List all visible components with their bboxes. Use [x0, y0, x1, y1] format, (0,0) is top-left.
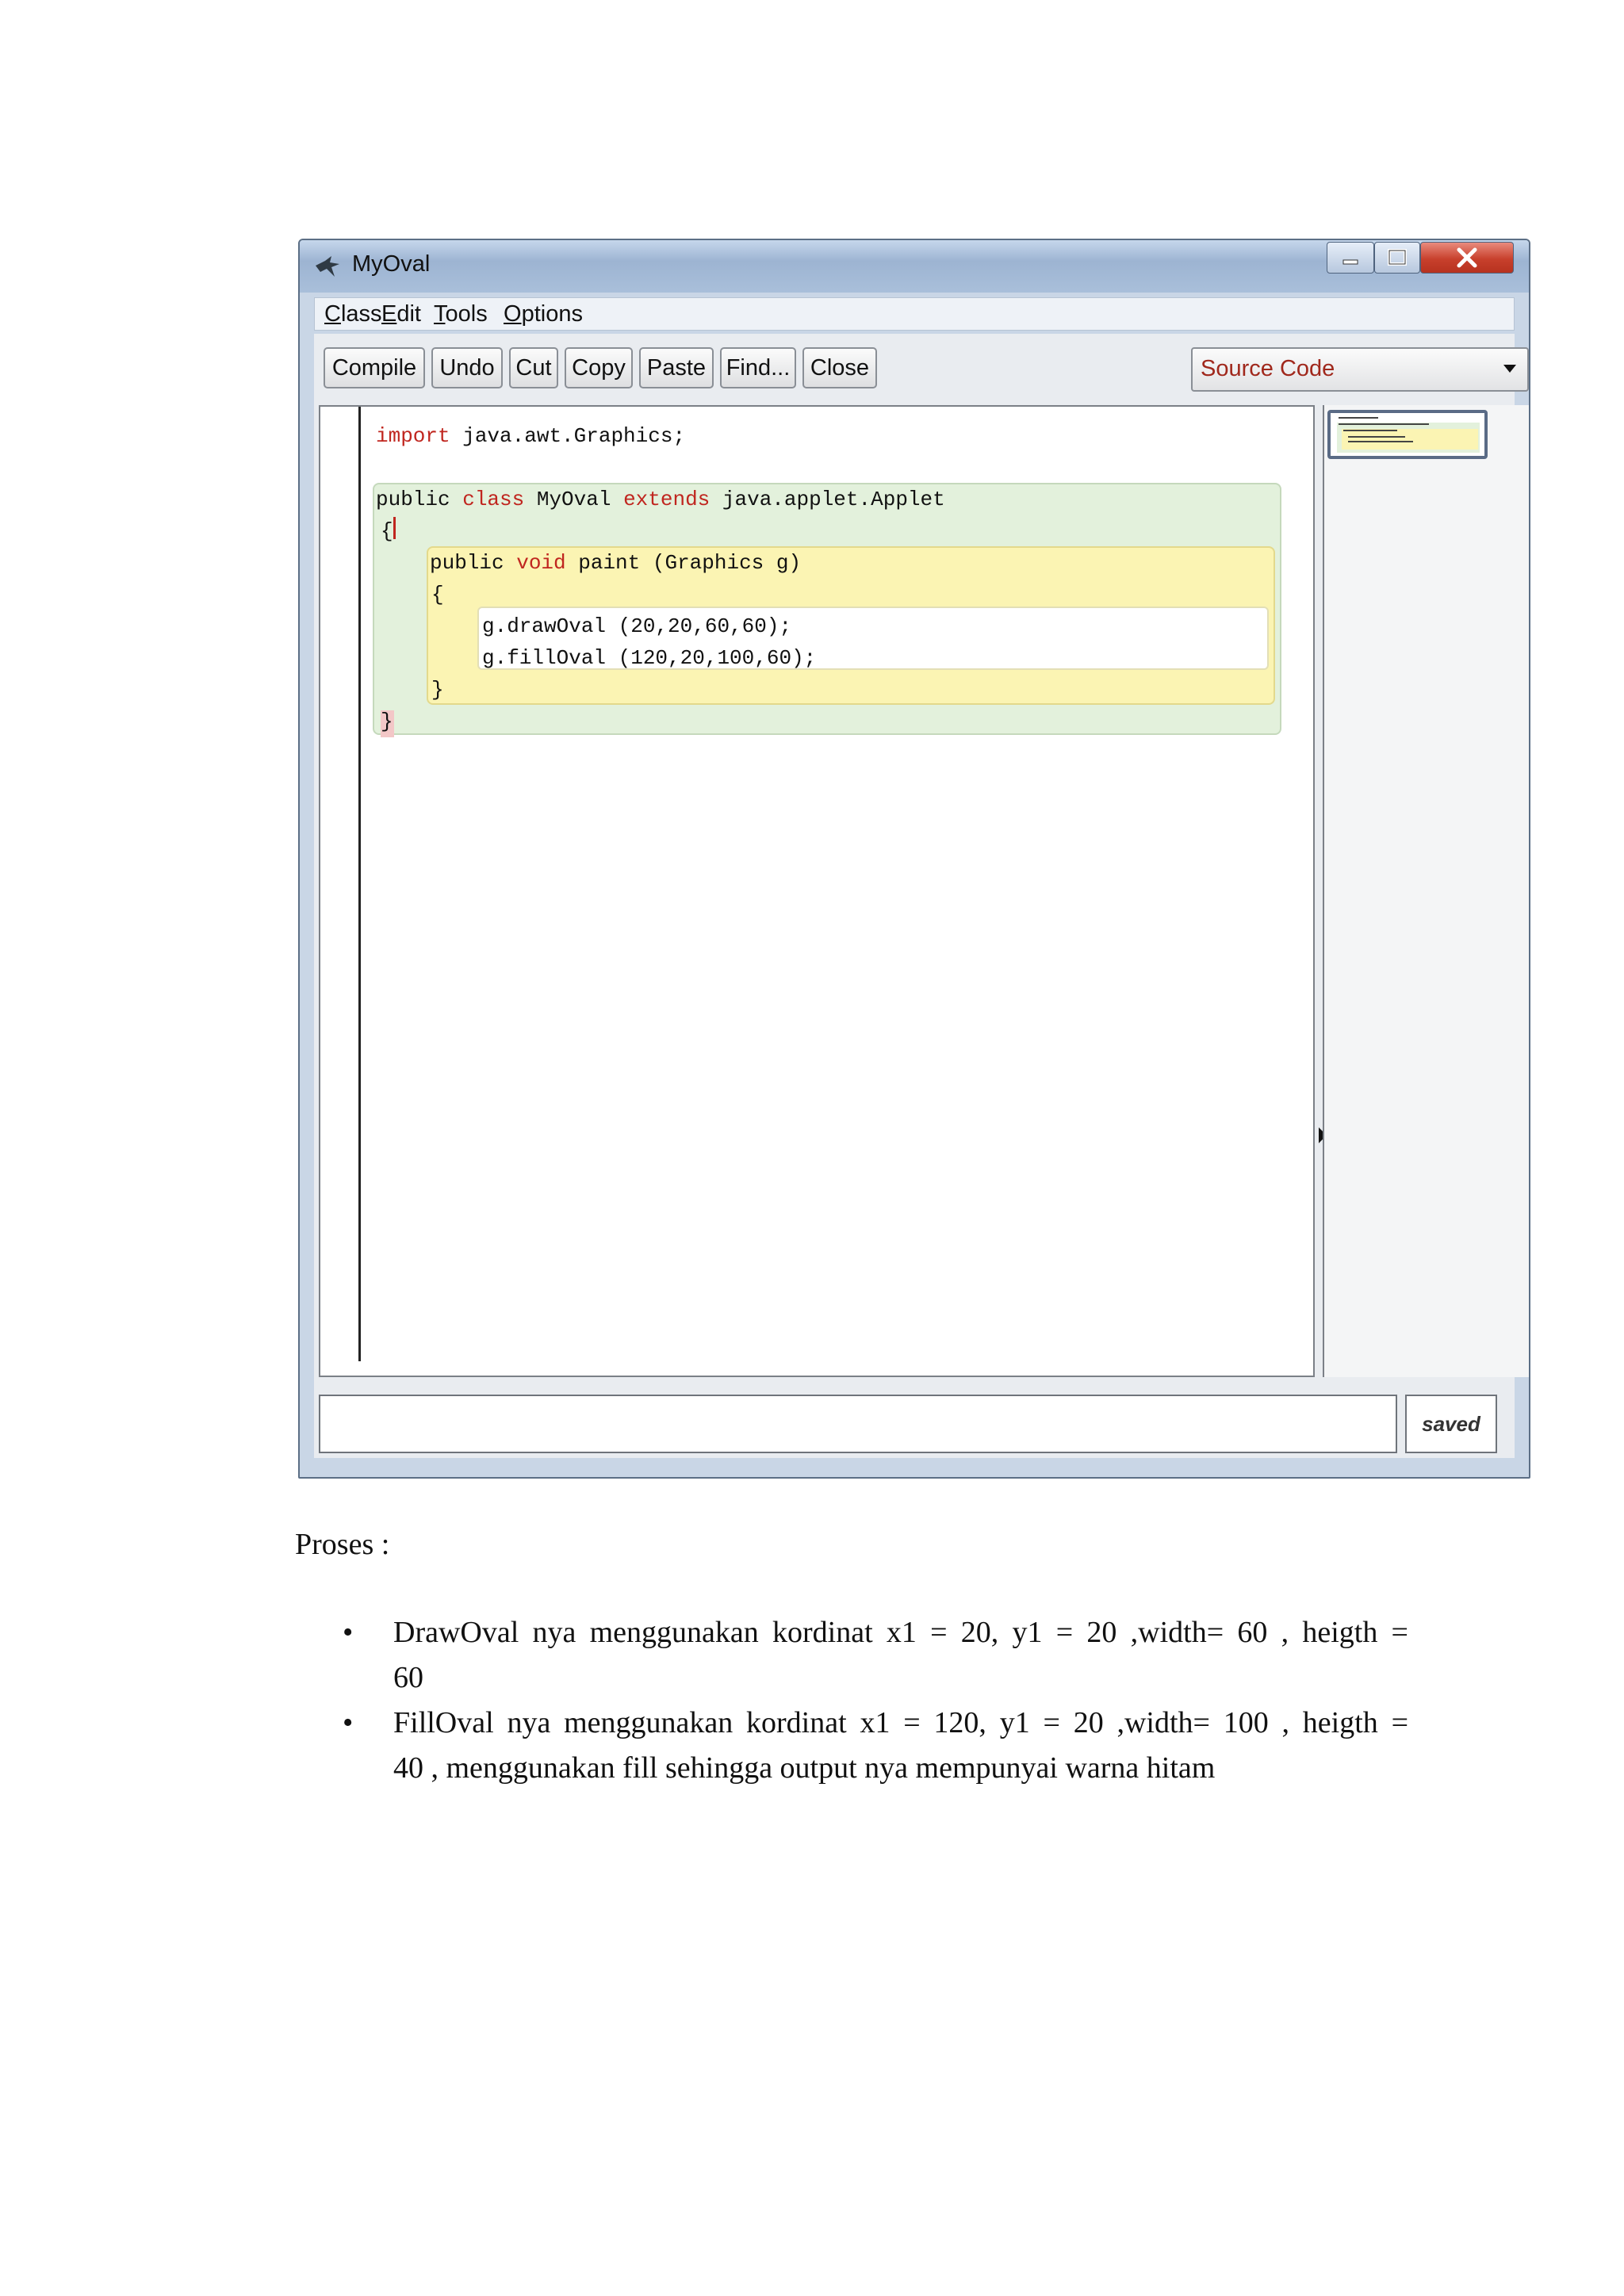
bullet-2-line-2: 40 , menggunakan fill sehingga output nya mempunyai warna hitam — [393, 1751, 1216, 1785]
minimize-button[interactable] — [1327, 242, 1374, 274]
bullet-1-line-2: 60 — [393, 1661, 423, 1694]
menu-class[interactable]: Class — [324, 301, 382, 327]
code-line-class-close: } — [381, 710, 393, 733]
navigation-panel[interactable] — [1323, 405, 1530, 1377]
editor-body — [314, 334, 1515, 1458]
bullet-2-line-1: FillOval nya menggunakan kordinat x1 = 120, y1 = 20 ,width= 100 , heigth = — [393, 1706, 1408, 1739]
bullet-1-line-1: DrawOval nya menggunakan kordinat x1 = 20, y1 = 20 ,width= 60 , heigth = — [393, 1616, 1408, 1649]
undo-button[interactable]: Undo — [431, 347, 503, 388]
window-title: MyOval — [352, 251, 431, 277]
code-line-method: public void paint (Graphics g) — [430, 551, 802, 575]
maximize-button[interactable] — [1374, 242, 1420, 274]
menu-options[interactable]: Options — [504, 301, 583, 327]
close-window-button[interactable] — [1420, 242, 1514, 274]
code-line-method-close: } — [431, 678, 444, 702]
paste-button[interactable]: Paste — [639, 347, 714, 388]
bullet-marker: • — [343, 1706, 354, 1739]
editor-window — [298, 239, 1530, 1479]
code-line-class: public class MyOval extends java.applet.Applet — [376, 488, 945, 511]
bullet-marker: • — [343, 1616, 354, 1649]
close-button[interactable]: Close — [802, 347, 877, 388]
copy-button[interactable]: Copy — [565, 347, 633, 388]
code-editor[interactable] — [319, 405, 1315, 1377]
text-caret — [393, 517, 396, 539]
menu-bar — [314, 297, 1515, 331]
compile-button[interactable]: Compile — [324, 347, 425, 388]
gutter-line — [358, 407, 361, 1361]
section-heading: Proses : — [295, 1528, 390, 1561]
code-line-filloval: g.fillOval (120,20,100,60); — [482, 646, 817, 670]
code-line-method-open: { — [431, 583, 444, 607]
code-thumbnail[interactable] — [1327, 410, 1488, 459]
code-line-import: import java.awt.Graphics; — [376, 424, 686, 448]
close-icon — [1421, 243, 1513, 273]
code-thumbnail-preview — [1334, 415, 1484, 456]
code-line-open-brace: { — [381, 519, 393, 543]
saved-status-label: saved — [1405, 1395, 1497, 1453]
maximize-icon — [1375, 243, 1419, 273]
cut-button[interactable]: Cut — [509, 347, 558, 388]
menu-edit[interactable]: Edit — [381, 301, 421, 327]
minimize-icon — [1327, 243, 1373, 273]
menu-tools[interactable]: Tools — [434, 301, 488, 327]
view-select-value: Source Code — [1201, 356, 1335, 381]
code-line-drawoval: g.drawOval (20,20,60,60); — [482, 614, 792, 638]
status-message-field — [319, 1395, 1397, 1453]
view-select[interactable] — [1191, 347, 1529, 392]
find-button[interactable]: Find... — [720, 347, 796, 388]
bird-app-icon — [314, 254, 341, 278]
title-bar — [300, 240, 1529, 293]
chevron-down-icon — [1502, 363, 1518, 374]
